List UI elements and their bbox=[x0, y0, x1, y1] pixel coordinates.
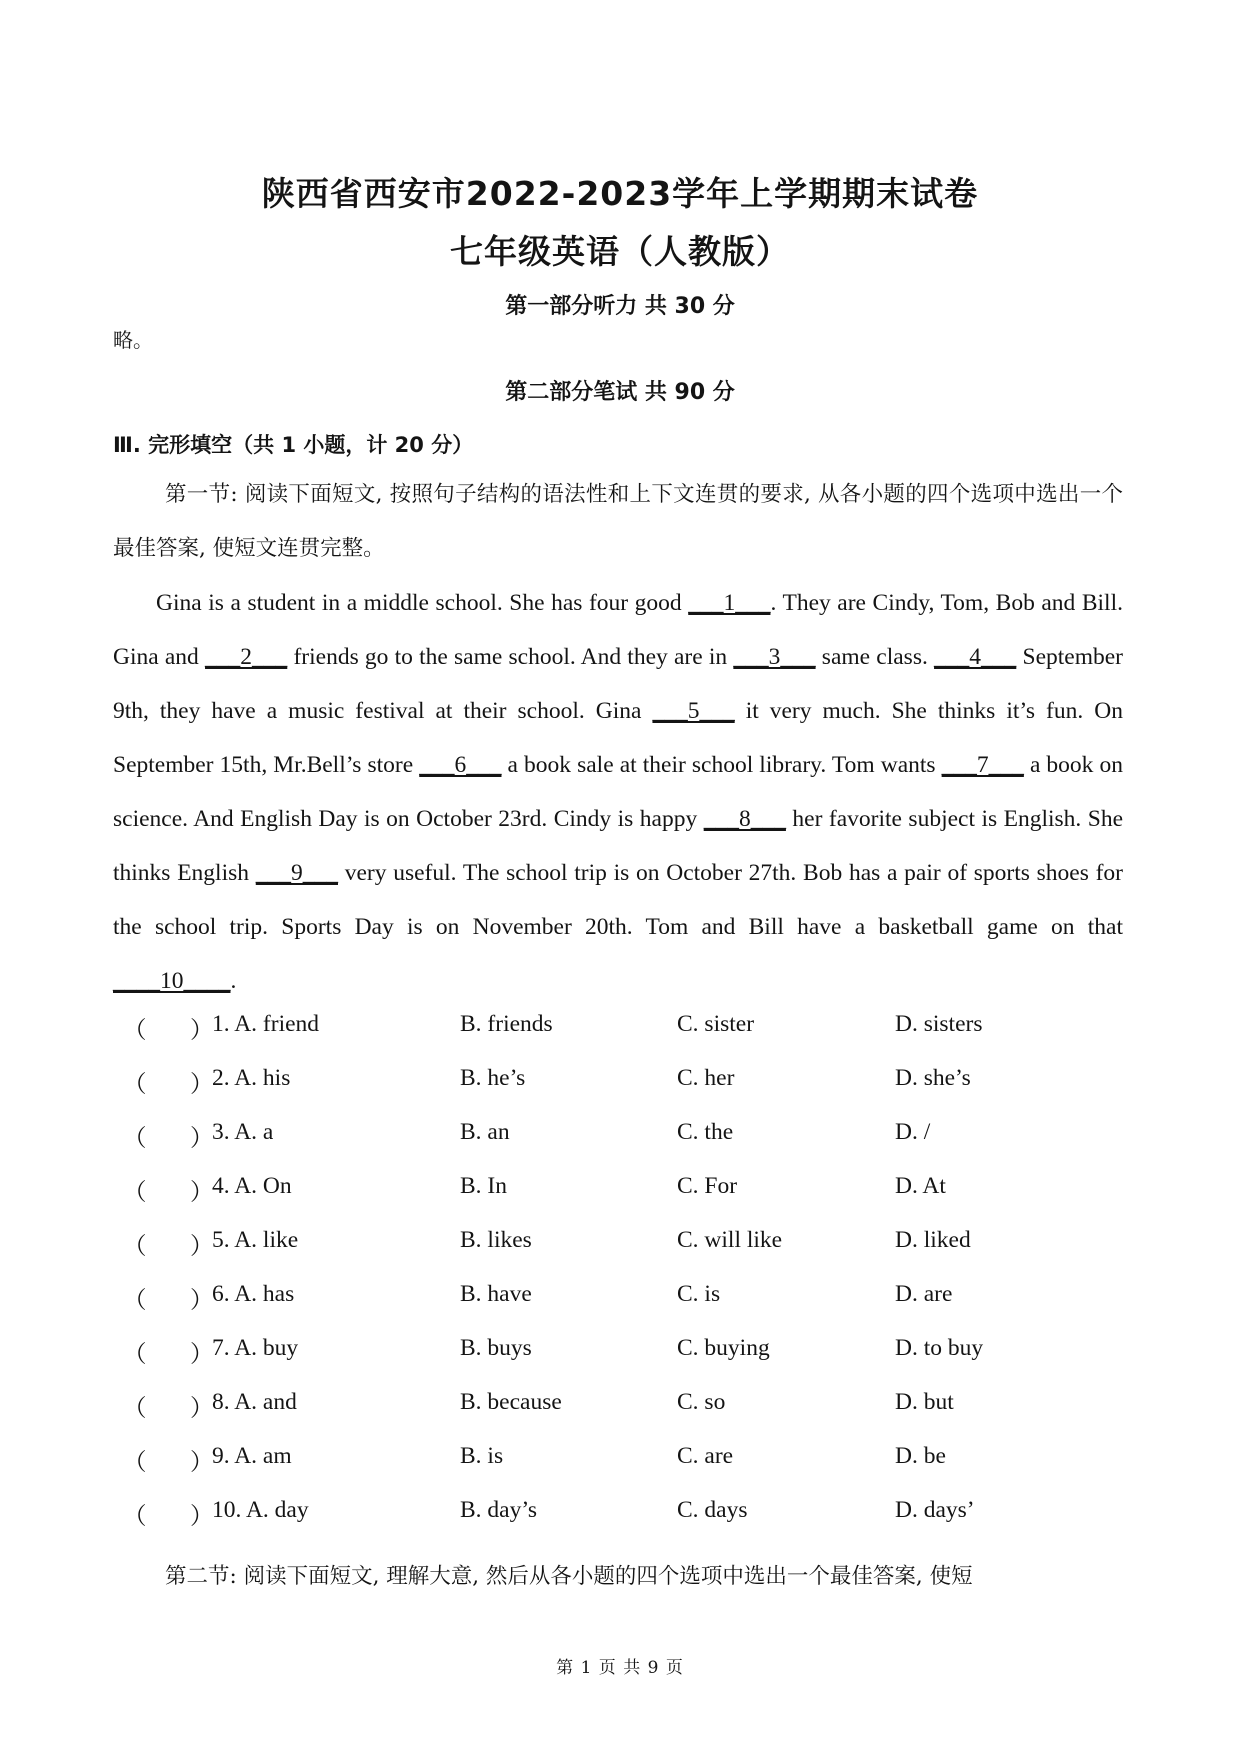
question-row bbox=[113, 1001, 1123, 1055]
answer-paren-open: （ bbox=[123, 1126, 147, 1152]
option-a: 1. A. friend bbox=[212, 1011, 320, 1037]
answer-paren-open: （ bbox=[123, 1234, 147, 1260]
question-row bbox=[113, 1325, 1123, 1379]
option-d: D. to buy bbox=[895, 1335, 984, 1361]
option-c: C. days bbox=[677, 1497, 748, 1523]
question-row bbox=[113, 1109, 1123, 1163]
blank-8: ___8___ bbox=[703, 806, 786, 832]
answer-paren-close: ） bbox=[190, 1126, 214, 1152]
option-b: B. buys bbox=[460, 1335, 532, 1361]
blank-9: ___9___ bbox=[255, 860, 338, 886]
question-row bbox=[113, 1163, 1123, 1217]
option-b: B. an bbox=[460, 1119, 510, 1145]
option-a: 4. A. On bbox=[212, 1173, 292, 1199]
option-b: B. In bbox=[460, 1173, 507, 1199]
page-footer: 第 1 页 共 9 页 bbox=[556, 1658, 684, 1678]
question-row bbox=[113, 1217, 1123, 1271]
blank-7: ___7___ bbox=[941, 752, 1024, 778]
cloze-section-title: Ⅲ. 完形填空（共 1 小题，计 20 分） bbox=[113, 433, 474, 457]
cloze-passage: Gina is a student in a middle school. She has four good ___1___. They are Cindy, Tom, Bob and Bill. Gina and ___2___ friends go to the same school. And they are in ___3___ same class. ___4___ September 9th, they have a music festival at their school. Gina ___5___ it very much. She thinks it’s fun. On September 15th, Mr.Bell’s store ___6___ a book sale at their school library. Tom wants ___7___ a book on science. And English Day is on October 23rd. Cindy is happy ___8___ her favorite subject is English. She thinks English ___9___ very useful. The school trip is on October 27th. Bob has a pair of sports shoes for the school trip. Sports Day is on November 20th. Tom and Bill have a basketball game on that ____10____. bbox=[113, 590, 1124, 994]
option-a: 9. A. am bbox=[212, 1443, 292, 1469]
part1-note: 略。 bbox=[113, 328, 153, 352]
answer-paren-open: （ bbox=[123, 1018, 147, 1044]
answer-paren-close: ） bbox=[190, 1396, 214, 1422]
option-a: 10. A. day bbox=[212, 1497, 309, 1523]
option-b: B. day’s bbox=[460, 1497, 538, 1523]
option-c: C. buying bbox=[677, 1335, 770, 1361]
option-c: C. For bbox=[677, 1173, 738, 1199]
cloze-instruction: 第一节: 阅读下面短文, 按照句子结构的语法性和上下文连贯的要求, 从各小题的四个选项中选出一个最佳答案, 使短文连贯完整。 bbox=[113, 482, 1123, 561]
option-d: D. but bbox=[895, 1389, 954, 1415]
option-d: D. sisters bbox=[895, 1011, 983, 1037]
reading-instruction: 第二节: 阅读下面短文, 理解大意, 然后从各小题的四个选项中选出一个最佳答案, 使短 bbox=[165, 1564, 973, 1589]
question-row bbox=[113, 1271, 1123, 1325]
option-c: C. sister bbox=[677, 1011, 755, 1037]
blank-6: ___6___ bbox=[419, 752, 502, 778]
answer-paren-close: ） bbox=[190, 1018, 214, 1044]
question-list bbox=[113, 1001, 1123, 1541]
option-b: B. friends bbox=[460, 1011, 553, 1037]
answer-paren-open: （ bbox=[123, 1072, 147, 1098]
option-c: C. the bbox=[677, 1119, 734, 1145]
option-d: D. she’s bbox=[895, 1065, 971, 1091]
answer-paren-close: ） bbox=[190, 1180, 214, 1206]
option-a: 2. A. his bbox=[212, 1065, 291, 1091]
option-a: 6. A. has bbox=[212, 1281, 295, 1307]
exam-subtitle: 七年级英语（人教版） bbox=[450, 232, 790, 271]
option-a: 8. A. and bbox=[212, 1389, 297, 1415]
blank-4: ___4___ bbox=[934, 644, 1017, 670]
answer-paren-close: ） bbox=[190, 1288, 214, 1314]
option-d: D. days’ bbox=[895, 1497, 975, 1523]
answer-paren-open: （ bbox=[123, 1504, 147, 1530]
answer-paren-open: （ bbox=[123, 1180, 147, 1206]
option-b: B. is bbox=[460, 1443, 504, 1469]
option-c: C. will like bbox=[677, 1227, 783, 1253]
option-b: B. because bbox=[460, 1389, 562, 1415]
answer-paren-open: （ bbox=[123, 1288, 147, 1314]
option-c: C. her bbox=[677, 1065, 735, 1091]
question-row bbox=[113, 1055, 1123, 1109]
answer-paren-open: （ bbox=[123, 1450, 147, 1476]
question-row bbox=[113, 1379, 1123, 1433]
answer-paren-open: （ bbox=[123, 1396, 147, 1422]
exam-title: 陕西省西安市2022-2023学年上学期期末试卷 bbox=[261, 174, 979, 213]
option-b: B. have bbox=[460, 1281, 532, 1307]
answer-paren-close: ） bbox=[190, 1072, 214, 1098]
option-c: C. are bbox=[677, 1443, 734, 1469]
answer-paren-close: ） bbox=[190, 1450, 214, 1476]
option-c: C. so bbox=[677, 1389, 726, 1415]
option-a: 7. A. buy bbox=[212, 1335, 299, 1361]
answer-paren-open: （ bbox=[123, 1342, 147, 1368]
option-d: D. At bbox=[895, 1173, 946, 1199]
blank-5: ___5___ bbox=[652, 698, 735, 724]
option-d: D. liked bbox=[895, 1227, 971, 1253]
blank-1: ___1___ bbox=[688, 590, 771, 616]
part2-heading: 第二部分笔试 共 90 分 bbox=[505, 380, 735, 405]
option-d: D. / bbox=[895, 1119, 931, 1145]
question-row bbox=[113, 1433, 1123, 1487]
option-b: B. likes bbox=[460, 1227, 532, 1253]
blank-2: ___2___ bbox=[205, 644, 288, 670]
answer-paren-close: ） bbox=[190, 1504, 214, 1530]
option-a: 3. A. a bbox=[212, 1119, 274, 1145]
blank-10: ____10____ bbox=[113, 968, 231, 994]
question-row bbox=[113, 1487, 1123, 1541]
part1-heading: 第一部分听力 共 30 分 bbox=[505, 294, 735, 319]
option-b: B. he’s bbox=[460, 1065, 526, 1091]
option-d: D. are bbox=[895, 1281, 953, 1307]
option-a: 5. A. like bbox=[212, 1227, 299, 1253]
blank-3: ___3___ bbox=[733, 644, 816, 670]
option-d: D. be bbox=[895, 1443, 946, 1469]
answer-paren-close: ） bbox=[190, 1234, 214, 1260]
answer-paren-close: ） bbox=[190, 1342, 214, 1368]
option-c: C. is bbox=[677, 1281, 721, 1307]
